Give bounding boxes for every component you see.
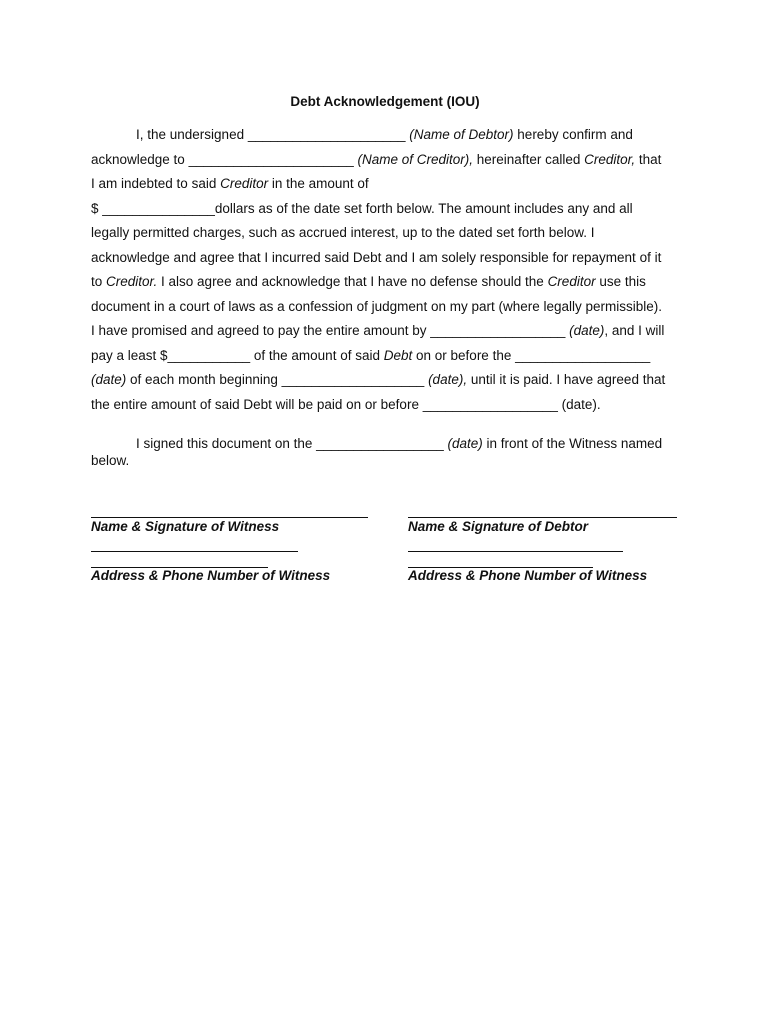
text-run: of each month beginning ___________________ [126, 372, 429, 387]
paragraph-line [91, 393, 683, 418]
text-run: , and I will [604, 323, 665, 338]
text-run: to [91, 274, 107, 289]
text-run: acknowledge and agree that I incurred said Debt and I am solely responsible for repayment of it [91, 249, 662, 265]
witness-signature-line [91, 517, 368, 518]
italic-text-run: Creditor [547, 274, 596, 289]
text-run: that [635, 151, 662, 167]
paragraph-line [91, 368, 683, 393]
acknowledgement-paragraph [91, 123, 683, 417]
italic-text-run: Creditor, [584, 151, 636, 167]
debtor-signature-line-2 [408, 551, 623, 552]
text-run: legally permitted charges, such as accrued interest, up to the dated set forth below. I [91, 225, 595, 240]
right-address-label: Address & Phone Number of Witness [408, 568, 648, 583]
document-title: Debt Acknowledgement (IOU) [290, 94, 480, 109]
paragraph-line [91, 172, 683, 197]
text-run: hereinafter called [473, 151, 585, 167]
italic-text-run: Creditor [220, 176, 269, 191]
paragraph-line [91, 295, 683, 320]
debtor-signature-line [408, 517, 677, 518]
debtor-name-label: Name & Signature of Debtor [408, 519, 589, 534]
italic-text-run: (Name of Creditor), [357, 151, 474, 167]
signed-line [91, 453, 691, 470]
paragraph-line [91, 123, 683, 148]
text-run: document in a court of laws as a confession of judgment on my part (where legally permissible). [91, 298, 663, 314]
paragraph-line [91, 270, 683, 295]
signed-statement-paragraph [91, 436, 691, 469]
italic-text-run: (date) [447, 436, 483, 451]
paragraph-line [91, 344, 683, 369]
witness-signature-line-2 [91, 551, 298, 552]
signed-line [91, 436, 691, 453]
italic-text-run: Creditor. [106, 274, 158, 289]
text-run: acknowledge to ______________________ [91, 151, 358, 167]
paragraph-line [91, 197, 683, 222]
text-run: in front of the Witness named [482, 436, 663, 451]
paragraph-line [91, 319, 683, 344]
witness-address-label: Address & Phone Number of Witness [91, 568, 331, 583]
text-run: I signed this document on the _________________ [136, 436, 448, 451]
text-run: pay a least $___________ of the amount of said [91, 347, 384, 363]
italic-text-run: (Name of Debtor) [409, 127, 514, 142]
text-run: on or before the __________________ [412, 347, 651, 363]
paragraph-line [91, 246, 683, 271]
text-run: $ _______________dollars as of the date set forth below. The amount includes any and all [91, 200, 633, 216]
italic-text-run: (date) [91, 372, 127, 387]
text-run: I have promised and agreed to pay the entire amount by __________________ [91, 323, 570, 338]
text-run: I am indebted to said [91, 176, 221, 191]
text-run: the entire amount of said Debt will be paid on or before __________________ (date). [91, 396, 601, 412]
italic-text-run: (date), [428, 372, 468, 387]
text-run: below. [91, 452, 130, 468]
italic-text-run: Debt [383, 347, 413, 363]
text-run: until it is paid. I have agreed that [467, 372, 666, 387]
text-run: I also agree and acknowledge that I have no defense should the [157, 274, 548, 289]
text-run: hereby confirm and [513, 127, 633, 142]
paragraph-line [91, 221, 683, 246]
italic-text-run: (date) [569, 323, 605, 338]
text-run: I, the undersigned _____________________ [136, 127, 410, 142]
text-run: use this [595, 274, 646, 289]
witness-name-label: Name & Signature of Witness [91, 519, 280, 534]
text-run: in the amount of [268, 176, 369, 191]
paragraph-line [91, 148, 683, 173]
